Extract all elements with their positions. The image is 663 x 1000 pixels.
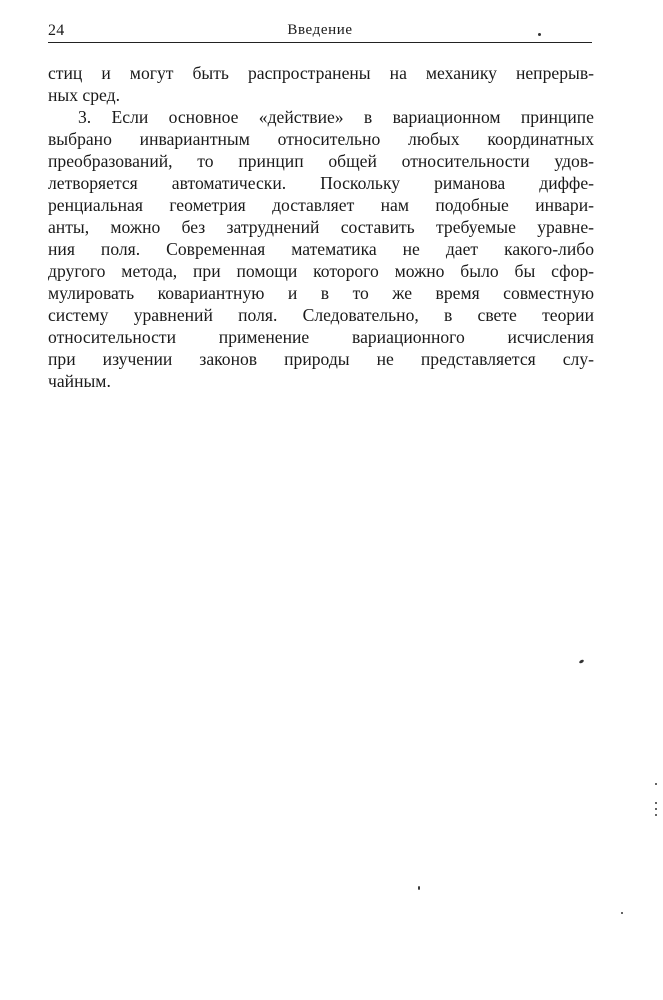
text-line: стиц и могут быть распространены на механику непрерыв- [48,63,594,83]
text-line: ренциальная геометрия доставляет нам подобные инвари- [48,195,594,215]
page-header [48,20,592,43]
text-line: летворяется автоматически. Поскольку риманова диффе- [48,173,594,193]
text-line: 3. Если основное «действие» в вариационном принципе [78,107,594,127]
scan-speck [538,33,541,36]
scan-speck [655,802,657,804]
scan-speck [655,808,657,810]
scan-speck [621,912,623,914]
text-line: ния поля. Современная математика не дает какого-либо [48,239,594,259]
scan-speck [579,659,585,664]
text-line: преобразований, то принцип общей относительности удов- [48,151,594,171]
text-line: систему уравнений поля. Следовательно, в свете теории [48,305,594,325]
text-line: чайным. [48,371,111,391]
text-line: другого метода, при помощи которого можно было бы сфор- [48,261,594,281]
text-line: анты, можно без затруднений составить требуемые уравне- [48,217,594,237]
scan-speck [418,886,420,890]
scan-speck [655,814,657,816]
running-title: Введение [287,22,353,38]
text-line: при изучении законов природы не представляется слу- [48,349,594,369]
text-line: относительности применение вариационного исчисления [48,327,594,347]
body-text [48,62,594,392]
text-line: выбрано инвариантным относительно любых координатных [48,129,594,149]
scan-speck [655,783,657,785]
text-line: мулировать ковариантную и в то же время совместную [48,283,594,303]
text-line: ных сред. [48,85,120,105]
page-number: 24 [48,22,65,39]
